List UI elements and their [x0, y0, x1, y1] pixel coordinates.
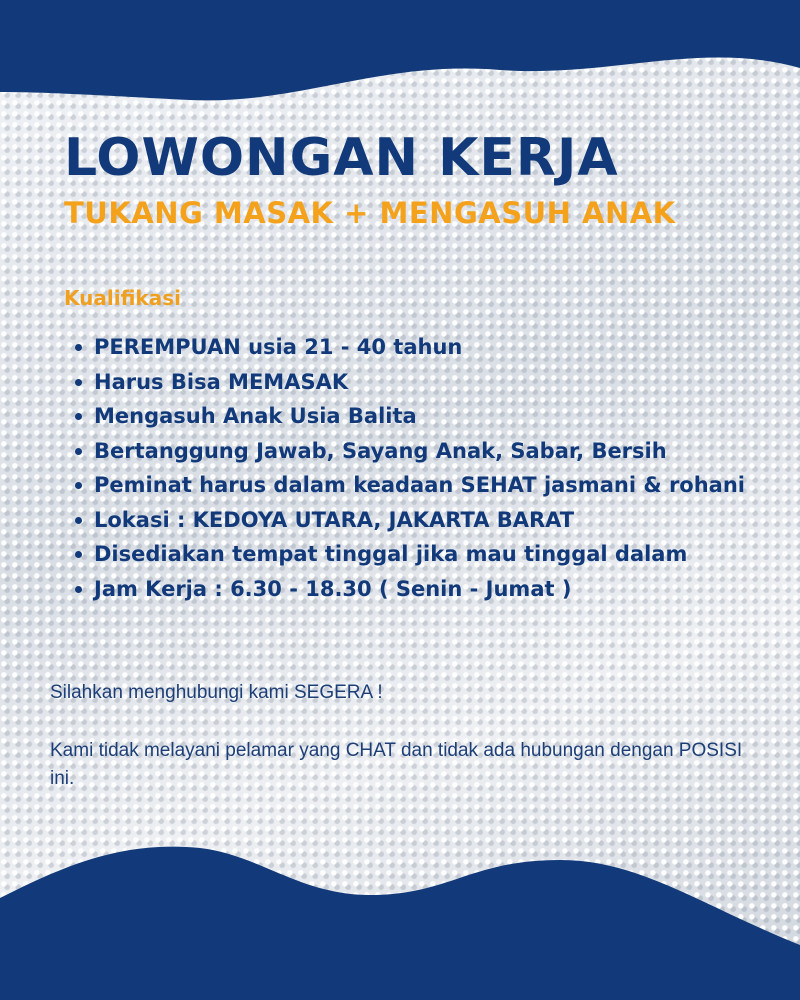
job-subtitle: TUKANG MASAK + MENGASUH ANAK [64, 196, 676, 230]
page-title: LOWONGAN KERJA [64, 128, 619, 188]
list-item: Harus Bisa MEMASAK [94, 365, 754, 400]
list-item: Jam Kerja : 6.30 - 18.30 ( Senin - Jumat ) [94, 572, 754, 607]
qualifications-heading: Kualifikasi [64, 286, 181, 310]
list-item: Peminat harus dalam keadaan SEHAT jasmani & rohani [94, 468, 754, 503]
contact-note: Silahkan menghubungi kami SEGERA ! [50, 682, 383, 703]
list-item: Disediakan tempat tinggal jika mau tinggal dalam [94, 537, 754, 572]
disclaimer-note: Kami tidak melayani pelamar yang CHAT dan tidak ada hubungan dengan POSISI ini. [50, 740, 743, 789]
list-item: Bertanggung Jawab, Sayang Anak, Sabar, Bersih [94, 434, 754, 469]
list-item: Mengasuh Anak Usia Balita [94, 399, 754, 434]
qualifications-list [94, 330, 754, 606]
list-item: Lokasi : KEDOYA UTARA, JAKARTA BARAT [94, 503, 754, 538]
list-item: PEREMPUAN usia 21 - 40 tahun [94, 330, 754, 365]
